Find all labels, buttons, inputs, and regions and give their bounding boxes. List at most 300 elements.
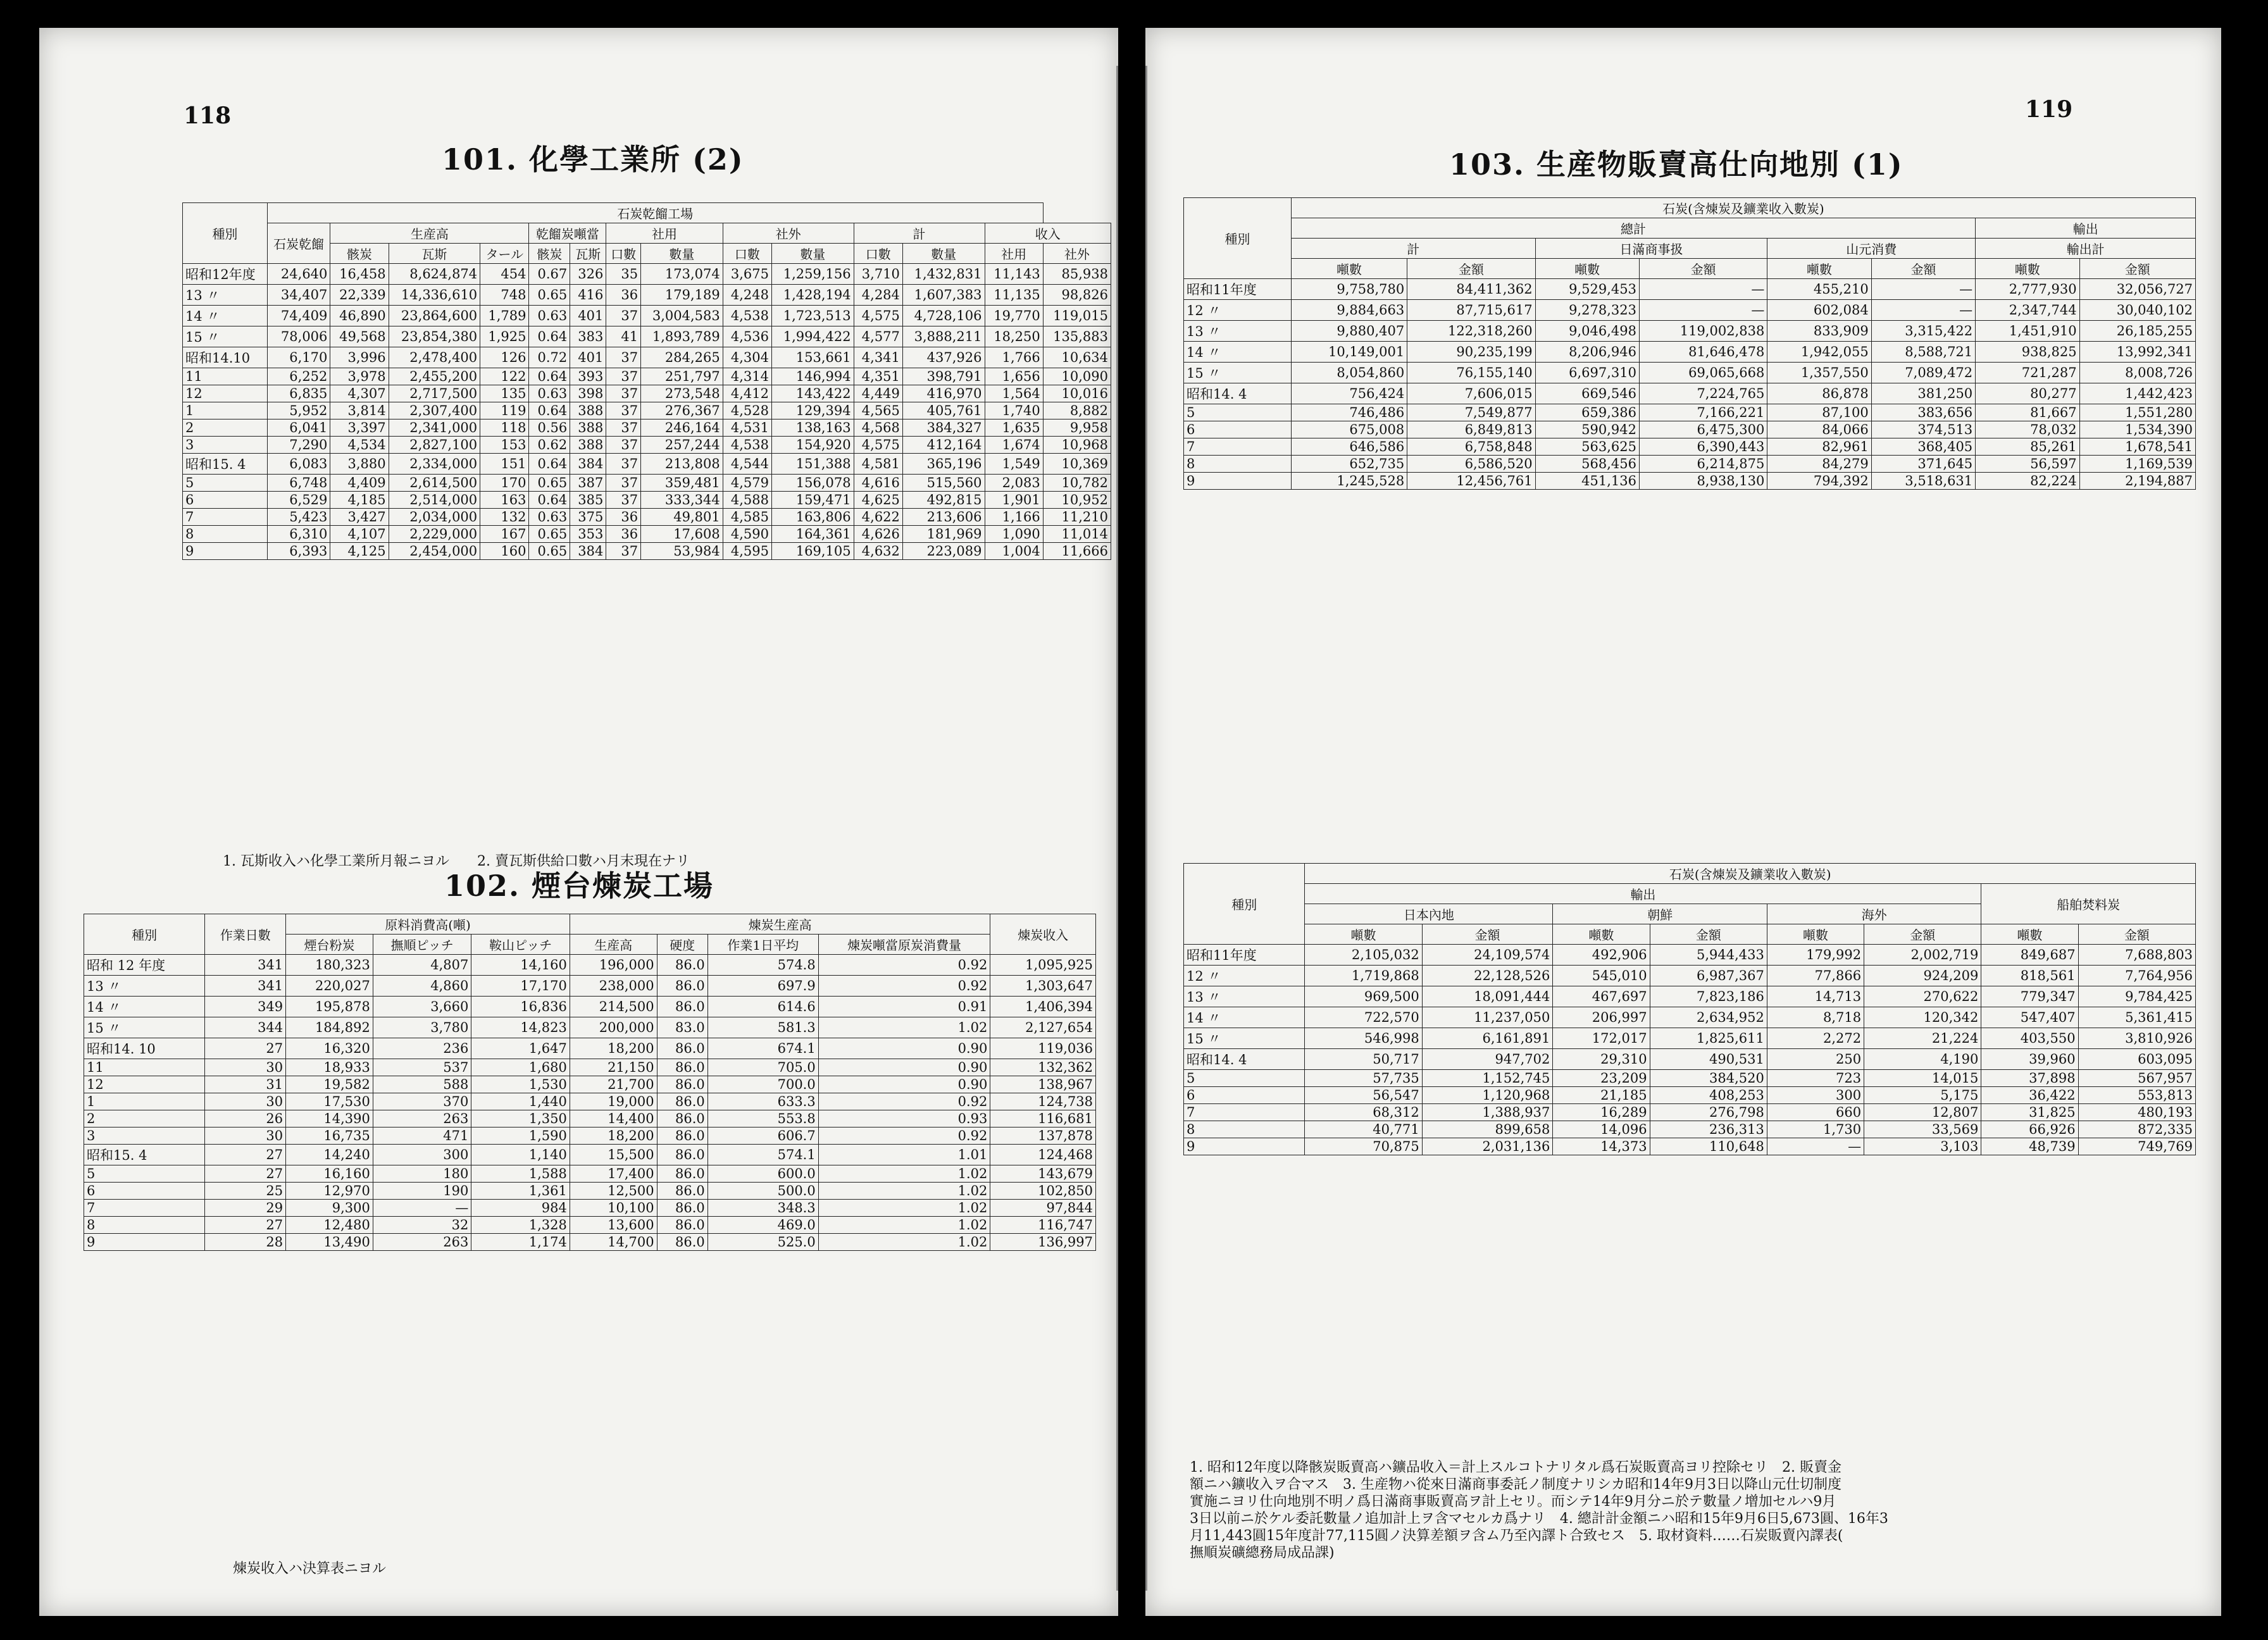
table-cell: 33,569 [1864,1121,1981,1138]
table-cell: 124,738 [990,1093,1096,1110]
table-cell: 7,549,877 [1407,404,1535,421]
table-cell: 39,960 [1981,1049,2078,1070]
table-row [183,454,1111,475]
table-cell: 723 [1767,1070,1864,1087]
table-cell: 4,449 [854,385,902,402]
table-cell: 0.64 [529,402,570,419]
table-cell: 749,769 [2078,1138,2195,1155]
table-cell: 86.0 [657,1165,707,1183]
table-cell: 455,210 [1767,279,1871,300]
table-cell: 2,347,744 [1976,300,2079,321]
table-cell: 4,728,106 [902,306,985,326]
table-cell: 12,456,761 [1407,473,1535,490]
table-cell: 984 [471,1200,570,1217]
table-cell: 383 [570,326,606,347]
table-cell: 11,237,050 [1422,1007,1553,1028]
table-cell: 27 [205,1217,286,1234]
col-yen-2: 金額 [1640,259,1767,279]
table-101 [182,202,1111,560]
table-cell: 1,994,422 [772,326,854,347]
table-cell: 2,272 [1767,1028,1864,1049]
table-cell: 3,978 [330,368,389,385]
table-cell: 0.90 [818,1038,990,1059]
table-cell: 1,440 [471,1093,570,1110]
table-cell: 370 [373,1093,471,1110]
table-cell: 31 [205,1076,286,1093]
table-cell: 24,109,574 [1422,945,1553,966]
table-cell: 18,933 [286,1059,373,1076]
table-row [1184,1121,2196,1138]
table-cell: 26,185,255 [2079,321,2195,342]
table-cell: 8,588,721 [1871,342,1975,363]
table-row [183,437,1111,454]
table-cell: 37 [606,543,641,560]
table-cell: 66,926 [1981,1121,2078,1138]
table-cell: 167 [480,526,529,543]
col-product: 煉炭生産高 [570,914,990,935]
col-income: 煉炭收入 [990,914,1096,955]
table-cell: 57,735 [1305,1070,1422,1087]
table-cell: 1,530 [471,1076,570,1093]
col-yantai: 煙台粉炭 [286,935,373,955]
table-cell: 179,189 [641,285,723,306]
row-label: 15 〃 [1184,1028,1305,1049]
table-cell: 68,312 [1305,1104,1422,1121]
col-chosen: 朝鮮 [1553,904,1767,924]
table-cell: 4,304 [723,347,771,368]
table-cell: 36 [606,509,641,526]
table-cell: 16,320 [286,1038,373,1059]
table-cell: 614.6 [707,997,818,1017]
table-cell: 2,034,000 [389,509,480,526]
table-cell: 0.65 [529,475,570,492]
table-cell: 90,235,199 [1407,342,1535,363]
row-label: 3 [183,437,268,454]
table-row [183,509,1111,526]
row-label: 7 [183,509,268,526]
table-cell: 37 [606,368,641,385]
table-cell: 4,860 [373,976,471,997]
table-cell: 4,581 [854,454,902,475]
table-cell: 132,362 [990,1059,1096,1076]
table-cell: 746,486 [1291,404,1407,421]
table-row [84,1059,1096,1076]
row-label-header: 種別 [183,203,268,264]
table-cell: 76,155,140 [1407,363,1535,383]
table-cell: 2,307,400 [389,402,480,419]
table-cell: 721,287 [1976,363,2079,383]
table-cell: 12,970 [286,1183,373,1200]
table-cell: 30 [205,1128,286,1145]
col-kei: 計 [1291,239,1535,259]
col-tons-3: 噸數 [1767,259,1871,279]
table-cell: 1,451,910 [1976,321,2079,342]
table-cell: 2,614,500 [389,475,480,492]
table-cell: 238,000 [570,976,657,997]
table-cell: 1,245,528 [1291,473,1407,490]
row-label-header: 種別 [84,914,205,955]
col-nichiman: 日滿商事扱 [1535,239,1767,259]
table-cell: 341 [205,976,286,997]
table-cell: 1,674 [985,437,1043,454]
table-cell: 132 [480,509,529,526]
row-label: 14 〃 [1184,342,1292,363]
table-cell: 16,289 [1553,1104,1650,1121]
table-cell: 48,739 [1981,1138,2078,1155]
table-cell: 1,152,745 [1422,1070,1553,1087]
table-cell: 0.65 [529,543,570,560]
table-cell: 3,888,211 [902,326,985,347]
table-cell: 545,010 [1553,966,1650,986]
table-cell: — [1871,279,1975,300]
table-cell: 2,031,136 [1422,1138,1553,1155]
table-cell: 179,992 [1767,945,1864,966]
table-cell: 14,400 [570,1110,657,1128]
table-cell: 405,761 [902,402,985,419]
table-cell: 11,666 [1043,543,1111,560]
table-cell: 0.92 [818,955,990,976]
table-cell: 154,920 [772,437,854,454]
table-cell: 1,635 [985,419,1043,437]
table-row [183,385,1111,402]
table-cell: 2,514,000 [389,492,480,509]
table-103-notes [1190,1459,1888,1562]
table-row [1184,986,2196,1007]
table-cell: 0.91 [818,997,990,1017]
note-line: 1. 昭和12年度以降骸炭販賣高ハ鑛品收入＝計上スルコトナリタル爲石炭販賣高ヨリ控除セリ 2. 販賣金 [1190,1460,1841,1475]
table-cell: 7,089,472 [1871,363,1975,383]
row-label: 6 [183,492,268,509]
table-cell: 86.0 [657,1128,707,1145]
table-cell: 602,084 [1767,300,1871,321]
table-cell: 143,422 [772,385,854,402]
table-cell: 398,791 [902,368,985,385]
row-label: 12 〃 [1184,300,1292,321]
row-label: 昭和14.10 [183,347,268,368]
table-cell: 469.0 [707,1217,818,1234]
table-cell: 6,393 [267,543,330,560]
table-cell: 0.92 [818,1128,990,1145]
table-cell: 19,582 [286,1076,373,1093]
table-cell: 384 [570,543,606,560]
table-cell: 236 [373,1038,471,1059]
table-cell: 4,626 [854,526,902,543]
table-cell: 27 [205,1145,286,1165]
table-cell: 36,422 [1981,1087,2078,1104]
table-cell: 84,066 [1767,421,1871,438]
table-cell: 83.0 [657,1017,707,1038]
table-cell: 388 [570,437,606,454]
col-daily: 作業1日平均 [707,935,818,955]
row-label: 3 [84,1128,205,1145]
row-label: 8 [1184,1121,1305,1138]
table-row [84,1128,1096,1145]
table-cell: 7,688,803 [2078,945,2195,966]
col-shagai-income: 社外 [1043,244,1111,264]
table-cell: 257,244 [641,437,723,454]
table-cell: 17,608 [641,526,723,543]
table-cell: 4,190 [1864,1049,1981,1070]
table-cell: 1,740 [985,402,1043,419]
row-label: 6 [1184,1087,1305,1104]
row-label: 昭和14. 10 [84,1038,205,1059]
table-row [183,402,1111,419]
table-cell: 4,568 [854,419,902,437]
col-cokes2: 骸炭 [529,244,570,264]
table-cell: 401 [570,347,606,368]
table-cell: 129,394 [772,402,854,419]
table-cell: 471 [373,1128,471,1145]
table-cell: 14,373 [1553,1138,1650,1155]
table-cell: 172,017 [1553,1028,1650,1049]
table-cell: 3,710 [854,264,902,285]
table-cell: 0.92 [818,1093,990,1110]
table-cell: 14,015 [1864,1070,1981,1087]
table-cell: 18,200 [570,1038,657,1059]
table-cell: 2,634,952 [1650,1007,1767,1028]
table-cell: 1,901 [985,492,1043,509]
col-yen-1: 金額 [1407,259,1535,279]
table-cell: 4,284 [854,285,902,306]
table-cell: 7,606,015 [1407,383,1535,404]
table-cell: 2,478,400 [389,347,480,368]
table-cell: 9,300 [286,1200,373,1217]
table-cell: 374,513 [1871,421,1975,438]
row-label: 昭和 12 年度 [84,955,205,976]
col-yen-a: 金額 [1422,924,1553,945]
row-label: 6 [84,1183,205,1200]
table-cell: 119,002,838 [1640,321,1767,342]
col-export2: 輸出 [1305,884,1981,904]
table-cell: 87,715,617 [1407,300,1535,321]
col-naichi: 日本內地 [1305,904,1553,924]
note-line: 實施ニヨリ仕向地別不明ノ爲日滿商事販賣高ヲ計上セリ。而シテ14年9月分ニ於テ數量ノ增加セルハ9月 [1190,1494,1836,1510]
table-cell: 86.0 [657,1093,707,1110]
table-cell: 14,823 [471,1017,570,1038]
row-label: 昭和11年度 [1184,279,1292,300]
table-cell: 1,120,968 [1422,1087,1553,1104]
row-label: 9 [84,1234,205,1251]
table-row [1184,945,2196,966]
table-cell: 326 [570,264,606,285]
table-cell: 37 [606,402,641,419]
table-row [183,526,1111,543]
table-cell: 563,625 [1535,438,1639,456]
table-row [1184,279,2196,300]
row-label: 2 [84,1110,205,1128]
table-cell: 4,314 [723,368,771,385]
table-cell: 1,656 [985,368,1043,385]
table-102 [84,914,1096,1251]
table-cell: 3,814 [330,402,389,419]
table-cell: 170 [480,475,529,492]
table-103-title: 103. 生産物販賣高仕向地別 (1) [1449,147,1904,182]
table-cell: 0.90 [818,1059,990,1076]
table-cell: 1,095,925 [990,955,1096,976]
table-cell: 84,411,362 [1407,279,1535,300]
table-row [84,1165,1096,1183]
table-cell: 220,027 [286,976,373,997]
table-cell: 236,313 [1650,1121,1767,1138]
table-102-note: 煉炭收入ハ決算表ニヨル [233,1561,387,1577]
table-cell: 70,875 [1305,1138,1422,1155]
table-cell: 408,253 [1650,1087,1767,1104]
table-cell: 135,883 [1043,326,1111,347]
table-cell: 1,925 [480,326,529,347]
col-count-2: 口數 [723,244,771,264]
table-cell: 660 [1767,1104,1864,1121]
table-cell: 1,169,539 [2079,456,2195,473]
table-cell: 384,520 [1650,1070,1767,1087]
table-cell: 24,640 [267,264,330,285]
table-cell: 180,323 [286,955,373,976]
table-cell: 1.02 [818,1165,990,1183]
table-cell: 122,318,260 [1407,321,1535,342]
col-count-1: 口數 [606,244,641,264]
row-label: 昭和12年度 [183,264,268,285]
table-cell: 35 [606,264,641,285]
table-cell: 18,250 [985,326,1043,347]
table-cell: 0.65 [529,285,570,306]
table-cell: 4,622 [854,509,902,526]
table-cell: 31,825 [1981,1104,2078,1121]
row-label: 13 〃 [183,285,268,306]
row-label: 5 [1184,404,1292,421]
table-cell: 169,105 [772,543,854,560]
table-cell: 1,432,831 [902,264,985,285]
table-cell: 748 [480,285,529,306]
table-cell: 146,994 [772,368,854,385]
table-cell: 7,224,765 [1640,383,1767,404]
table-cell: 2,454,000 [389,543,480,560]
table-cell: 547,407 [1981,1007,2078,1028]
col-consumption: 乾餾炭噸當 [529,223,606,244]
row-label: 昭和15. 4 [183,454,268,475]
table-row [1184,1104,2196,1121]
table-cell: 21,700 [570,1076,657,1093]
table-row [1184,1138,2196,1155]
col-tons-b: 噸數 [1553,924,1650,945]
table-cell: 1,607,383 [902,285,985,306]
table-cell: 4,538 [723,306,771,326]
table-cell: 116,747 [990,1217,1096,1234]
col-bunker: 船舶焚料炭 [1981,884,2196,924]
table-cell: 2,777,930 [1976,279,2079,300]
table-cell: 6,758,848 [1407,438,1535,456]
table-cell: 9,046,498 [1535,321,1639,342]
table-cell: 537 [373,1059,471,1076]
table-cell: 3,996 [330,347,389,368]
table-cell: 8,206,946 [1535,342,1639,363]
col-tons-2: 噸數 [1535,259,1639,279]
table-cell: 2,827,100 [389,437,480,454]
table-cell: 333,344 [641,492,723,509]
table-cell: 0.72 [529,347,570,368]
table-103-lower [1183,863,2196,1155]
table-cell: 16,160 [286,1165,373,1183]
table-cell: — [1871,300,1975,321]
table-cell: 9,784,425 [2078,986,2195,1007]
table-cell: 30 [205,1093,286,1110]
table-cell: 85,261 [1976,438,2079,456]
table-cell: 77,866 [1767,966,1864,986]
table-cell: 553.8 [707,1110,818,1128]
table-cell: 3,427 [330,509,389,526]
table-cell: 82,961 [1767,438,1871,456]
col-days: 作業日數 [205,914,286,955]
row-label: 15 〃 [183,326,268,347]
table-cell: 969,500 [1305,986,1422,1007]
table-cell: 173,074 [641,264,723,285]
table-cell: 28 [205,1234,286,1251]
table-row [1184,1087,2196,1104]
table-row [1184,421,2196,438]
table-cell: 15,500 [570,1145,657,1165]
table-cell: 300 [1767,1087,1864,1104]
col-total: 總計 [1291,218,1975,239]
table-cell: 0.64 [529,368,570,385]
right-page [1145,28,2221,1616]
table-cell: 1.02 [818,1017,990,1038]
table-row [183,347,1111,368]
row-label: 9 [183,543,268,560]
col-gas2: 瓦斯 [570,244,606,264]
table-cell: 2,127,654 [990,1017,1096,1038]
table-cell: 5,423 [267,509,330,526]
table-cell: 899,658 [1422,1121,1553,1138]
table-103-upper [1183,197,2196,490]
table-cell: 86.0 [657,1217,707,1234]
table-cell: 86.0 [657,1076,707,1093]
table-cell: 138,163 [772,419,854,437]
table-cell: 151,388 [772,454,854,475]
table-cell: 27 [205,1165,286,1183]
table-cell: 2,083 [985,475,1043,492]
table-cell: 416 [570,285,606,306]
table-cell: 7,823,186 [1650,986,1767,1007]
table-cell: 3,780 [373,1017,471,1038]
table-cell: 1,303,647 [990,976,1096,997]
table-cell: 697.9 [707,976,818,997]
table-cell: 137,878 [990,1128,1096,1145]
row-label-header: 種別 [1184,198,1292,279]
top-header: 石炭(含煉炭及鑛業收入數炭) [1291,198,2195,218]
col-income: 收入 [985,223,1111,244]
table-cell: 10,968 [1043,437,1111,454]
table-cell: 393 [570,368,606,385]
col-cokes: 骸炭 [330,244,389,264]
table-cell: 85,938 [1043,264,1111,285]
table-cell: 2,341,000 [389,419,480,437]
table-cell: 385 [570,492,606,509]
note-line: 撫順炭礦總務局成品課) [1190,1545,1335,1561]
table-cell: 14,160 [471,955,570,976]
table-cell: 8,624,874 [389,264,480,285]
table-row [183,264,1111,285]
table-cell: 86,878 [1767,383,1871,404]
table-cell: 181,969 [902,526,985,543]
table-cell: 833,909 [1767,321,1871,342]
table-cell: 652,735 [1291,456,1407,473]
table-cell: 1,564 [985,385,1043,402]
table-cell: 1,678,541 [2079,438,2195,456]
table-cell: 700.0 [707,1076,818,1093]
table-cell: 451,136 [1535,473,1639,490]
table-cell: — [1640,279,1767,300]
table-cell: 13,992,341 [2079,342,2195,363]
table-cell: 872,335 [2078,1121,2195,1138]
table-cell: 9,884,663 [1291,300,1407,321]
